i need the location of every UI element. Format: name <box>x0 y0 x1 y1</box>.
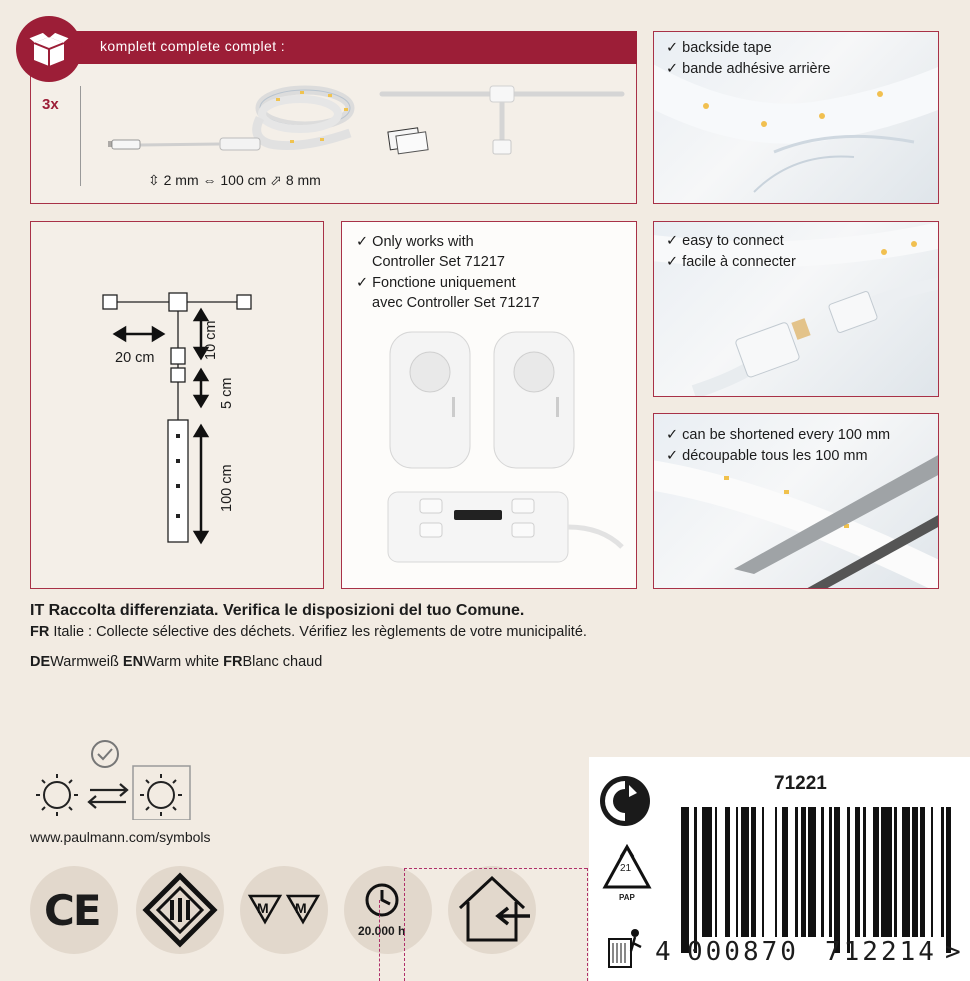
svg-text:M: M <box>295 900 307 916</box>
lang-de-text: Warmweiß <box>50 654 119 670</box>
barcode-bar <box>894 807 897 937</box>
recycle-label: PAP <box>619 893 635 902</box>
barcode-bar <box>931 807 934 937</box>
barcode-bar <box>741 807 749 937</box>
barcode-bar <box>795 807 798 937</box>
ce-mark-text: CE <box>44 886 100 935</box>
barcode-digits-right: 712214 <box>825 937 937 967</box>
controller-text-fr-1: ✓ Fonctione uniquement <box>356 275 516 291</box>
barcode-bar <box>702 807 712 937</box>
easy-connect-panel <box>653 221 939 397</box>
controller-panel <box>341 221 637 589</box>
led-strip-roll-image <box>100 78 380 168</box>
package-box-icon <box>16 16 82 82</box>
mm-furniture-mark-icon <box>240 866 328 954</box>
barcode-bar <box>775 807 778 937</box>
barcode-bar <box>881 807 891 937</box>
sun-selected-icon <box>140 774 182 816</box>
barcode-bar <box>847 807 850 953</box>
cut-mark-left <box>404 868 405 981</box>
clock-icon <box>344 866 432 954</box>
symbols-website[interactable]: www.paulmann.com/symbols <box>30 829 211 845</box>
protection-class-iii-icon <box>136 866 224 954</box>
notice-fr-text: Italie : Collecte sélective des déchets. Vérifiez les règlements de votre municipalité. <box>53 624 587 640</box>
kit-dimensions: ⇳ 2 mm ⇔ 100 cm ⬀ 8 mm <box>148 172 321 188</box>
barcode-bar <box>863 807 866 937</box>
diagram-label-100cm: 100 cm <box>219 464 235 512</box>
diagram-label-20cm: 20 cm <box>115 350 155 366</box>
barcode-arrow: > <box>945 937 961 967</box>
tape-text-fr: ✓ bande adhésive arrière <box>666 61 831 77</box>
svg-text:M: M <box>257 900 269 916</box>
tape-text-en: ✓ backside tape <box>666 40 772 56</box>
lang-fr-code: FR <box>223 654 243 670</box>
lifetime-hours-text: 20.000 h <box>358 924 406 938</box>
swap-arrows-icon <box>89 784 127 808</box>
barcode-bar <box>920 807 925 937</box>
lang-de-code: DE <box>30 654 51 670</box>
barcode-bar <box>808 807 816 937</box>
indoor-use-icon <box>448 866 536 954</box>
notice-it-text: Raccolta differenziata. Verifica le disposizioni del tuo Comune. <box>48 602 525 619</box>
connect-text-en: ✓ easy to connect <box>666 233 784 249</box>
barcode-bar <box>941 807 944 937</box>
cut-mark-right <box>587 868 588 981</box>
notice-it-code: IT <box>30 602 45 619</box>
controller-text-en-1: ✓ Only works with <box>356 234 474 250</box>
shortened-panel <box>653 413 939 589</box>
barcode-digit-first: 4 <box>655 937 671 967</box>
ce-mark-icon <box>30 866 118 954</box>
article-number: 71221 <box>774 773 827 794</box>
barcode-bar <box>782 807 787 937</box>
lifetime-hours-icon <box>344 866 432 954</box>
barcode-bar <box>801 807 806 937</box>
t-connector-image <box>378 82 628 157</box>
barcode-bar <box>829 807 832 937</box>
dimension-diagram-panel <box>30 221 324 589</box>
light-color-symbol <box>30 738 195 820</box>
motion-sensor-controller-image <box>382 327 632 577</box>
notice-fr-code: FR <box>30 624 50 640</box>
barcode-bar <box>855 807 860 937</box>
house-icon <box>448 866 536 954</box>
barcode-bar <box>873 807 878 937</box>
barcode-bar <box>751 807 756 937</box>
recycle-code: 21 <box>620 863 632 874</box>
barcode-bar <box>834 807 839 953</box>
barcode-bar <box>681 807 689 953</box>
color-temperature-line <box>30 654 322 670</box>
barcode-bar <box>946 807 951 953</box>
lang-fr-text: Blanc chaud <box>242 654 323 670</box>
controller-text-fr-2: avec Controller Set 71217 <box>372 295 540 311</box>
lang-en-text: Warm white <box>143 654 220 670</box>
trash-bin-icon <box>605 925 645 969</box>
backside-tape-panel <box>653 31 939 204</box>
connect-text-fr: ✓ facile à connecter <box>666 254 796 270</box>
barcode-bar <box>715 807 718 937</box>
barcode-bar <box>725 807 730 937</box>
kit-ribbon-text: komplett complete complet : <box>100 38 286 54</box>
diagram-label-5cm: 5 cm <box>219 377 235 409</box>
check-circle-icon <box>92 741 118 767</box>
barcode-bar <box>694 807 697 953</box>
notice-it <box>30 602 524 620</box>
cut-mark-inner <box>379 900 380 981</box>
shorten-text-en: ✓ can be shortened every 100 mm <box>666 427 891 443</box>
lang-en-code: EN <box>122 654 144 670</box>
diagram-label-10cm: 10 cm <box>203 320 219 360</box>
barcode-bar <box>762 807 765 937</box>
controller-text-en-2: Controller Set 71217 <box>372 254 505 270</box>
barcode-digits-left: 000870 <box>687 937 799 967</box>
barcode-bar <box>902 807 910 937</box>
barcode-area <box>589 757 970 981</box>
notice-fr <box>30 624 587 640</box>
kit-divider <box>80 86 81 186</box>
barcode-bar <box>821 807 824 937</box>
connector-diagram <box>31 222 325 590</box>
green-dot-icon <box>599 775 651 827</box>
cut-mark-horizontal <box>404 868 587 869</box>
sun-icon <box>36 774 78 816</box>
barcode-bar <box>912 807 917 937</box>
shorten-text-fr: ✓ découpable tous les 100 mm <box>666 448 868 464</box>
kit-quantity: 3x <box>42 96 59 113</box>
barcode-bar <box>736 807 739 937</box>
